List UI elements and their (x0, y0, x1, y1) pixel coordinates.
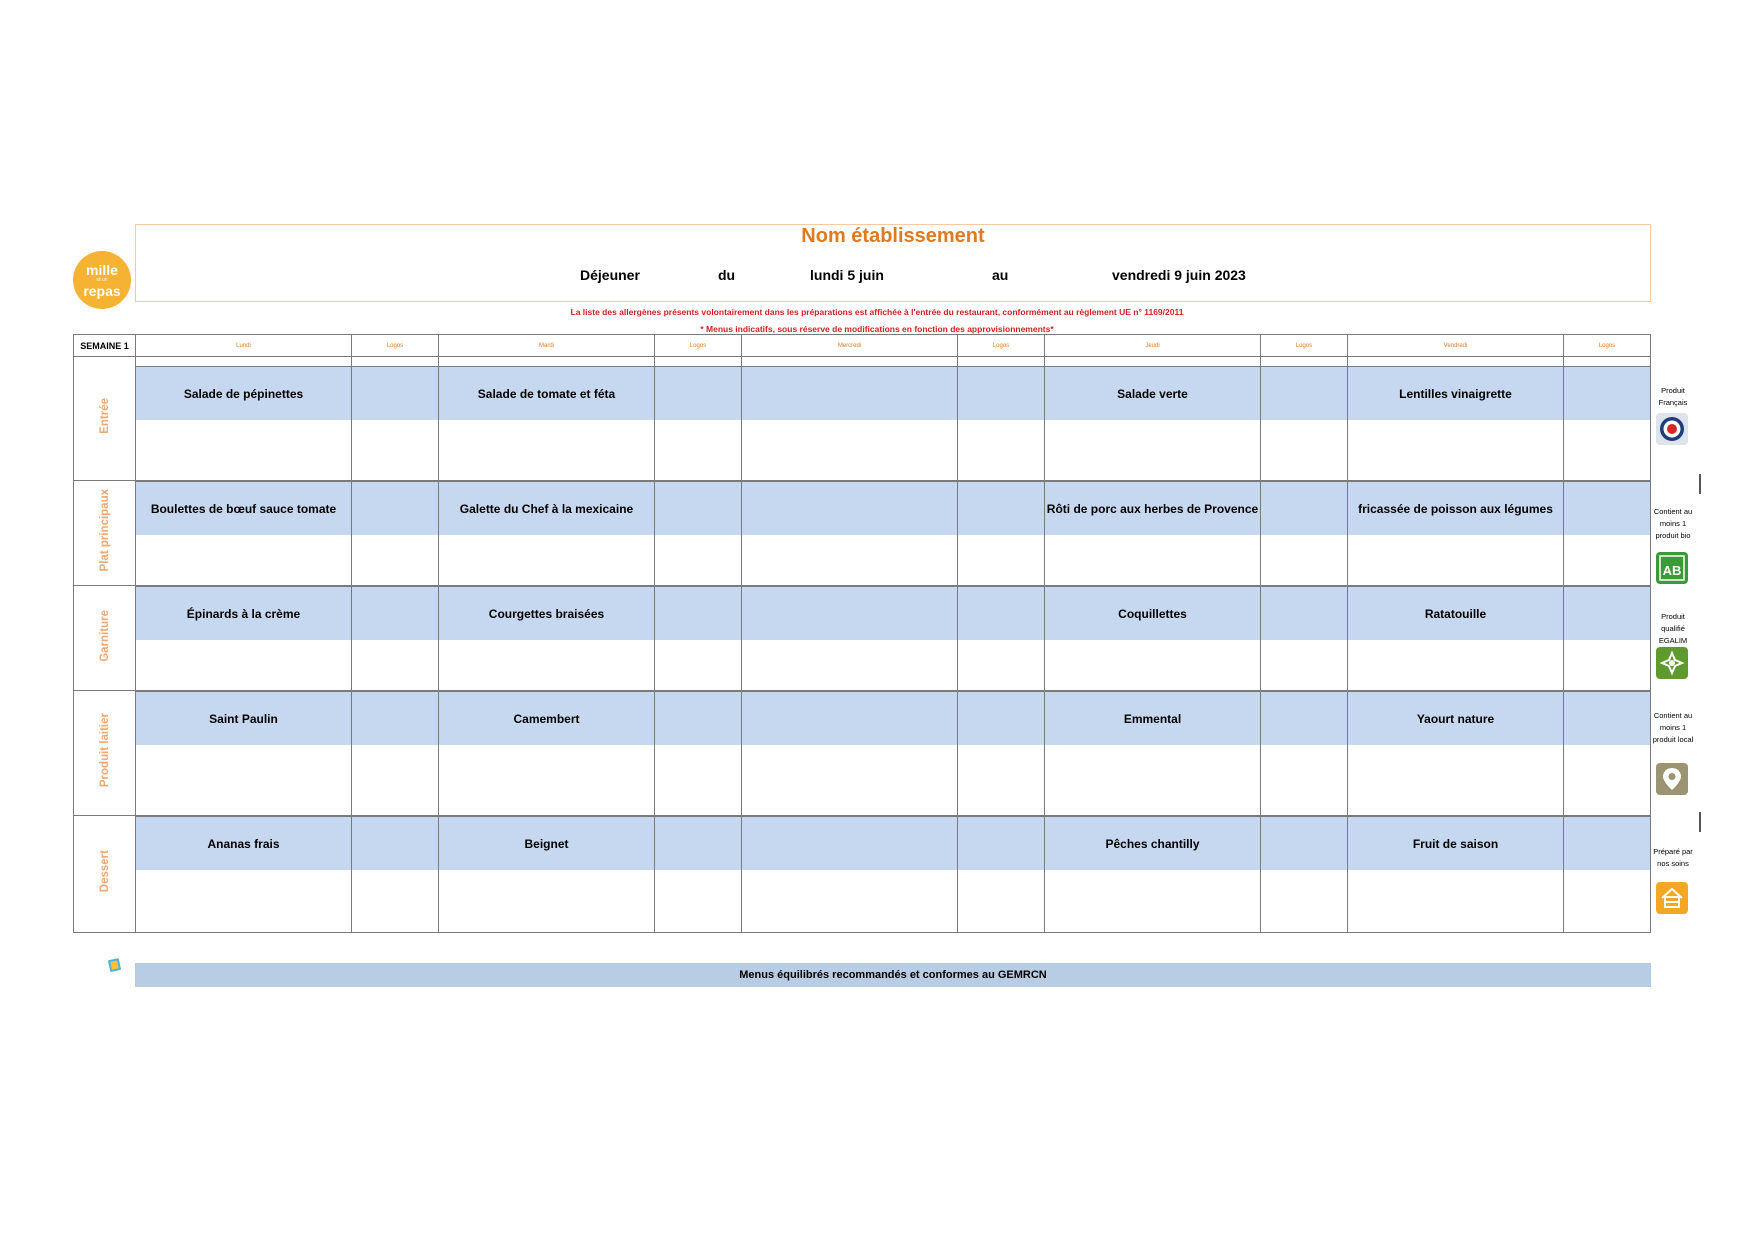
logos-band (1261, 816, 1347, 870)
dish-cell (439, 586, 655, 691)
end-date: vendredi 9 juin 2023 (1112, 267, 1246, 283)
logos-band (1564, 367, 1650, 420)
dish-name: Salade de pépinettes (136, 367, 351, 420)
dish-cell (742, 481, 958, 586)
logos-band (958, 586, 1044, 640)
allergen-note: La liste des allergènes présents volontairement dans les préparations est affichée à l'entrée du restaurant, conformément au règlement UE n° 1169/2011 (570, 307, 1184, 317)
logos-cell (655, 367, 742, 481)
dish-cell (1045, 816, 1261, 933)
dish-name: Courgettes braisées (439, 586, 654, 640)
logos-cell (1564, 586, 1651, 691)
logos-band (1564, 586, 1650, 640)
spacer-cell (1261, 357, 1348, 367)
logo-text-bottom: repas (83, 282, 121, 299)
logos-cell (352, 816, 439, 933)
logos-band (958, 691, 1044, 745)
spacer-cell (352, 357, 439, 367)
logos-cell (1261, 816, 1348, 933)
spacer-cell (1564, 357, 1651, 367)
spacer-cell (136, 357, 352, 367)
category-label: Dessert (98, 850, 111, 893)
gemrcn-footer: Menus équilibrés recommandés et conformes au GEMRCN (135, 963, 1651, 987)
dish-cell (742, 691, 958, 816)
dish-name: Galette du Chef à la mexicaine (439, 481, 654, 535)
logos-band (655, 481, 741, 535)
dish-name: Coquillettes (1045, 586, 1260, 640)
logos-band (1261, 586, 1347, 640)
day-header: Vendredi (1348, 335, 1564, 357)
start-date: lundi 5 juin (810, 267, 884, 283)
week-label: SEMAINE 1 (74, 335, 136, 357)
dish-cell (136, 816, 352, 933)
dish-cell (742, 367, 958, 481)
legend-label-french: Produit Français (1658, 386, 1688, 407)
dish-cell (439, 816, 655, 933)
logos-band (1261, 367, 1347, 420)
logos-header: Logos (1564, 335, 1651, 357)
category-label: Garniture (98, 609, 111, 662)
logos-cell (352, 691, 439, 816)
from-word: du (718, 267, 736, 283)
dish-name: Salade de tomate et féta (439, 367, 654, 420)
logos-band (352, 586, 438, 640)
dish-name: Lentilles vinaigrette (1348, 367, 1563, 420)
separator-mark (1699, 812, 1701, 832)
logos-band (1261, 691, 1347, 745)
french-product-icon (1656, 413, 1688, 445)
logos-cell (1564, 816, 1651, 933)
logos-cell (655, 691, 742, 816)
logos-cell (958, 481, 1045, 586)
organic-ab-icon (1656, 552, 1688, 584)
dish-cell (439, 691, 655, 816)
category-label: Plat principaux (98, 489, 111, 572)
dish-cell (1045, 586, 1261, 691)
logos-cell (958, 367, 1045, 481)
dish-name: Épinards à la crème (136, 586, 351, 640)
dish-name (742, 481, 957, 535)
spacer-cell (958, 357, 1045, 367)
dish-name: fricassée de poisson aux légumes (1348, 481, 1563, 535)
menu-row (74, 586, 1651, 691)
logos-cell (958, 586, 1045, 691)
logos-cell (1261, 481, 1348, 586)
svg-text:AB: AB (1662, 563, 1682, 578)
logos-band (655, 691, 741, 745)
logos-header: Logos (352, 335, 439, 357)
logos-cell (1564, 481, 1651, 586)
dish-name: Rôti de porc aux herbes de Provence (1045, 481, 1260, 535)
logo-text-middle: et un (96, 276, 108, 283)
logos-band (1564, 481, 1650, 535)
table-header-row (74, 335, 1651, 357)
dish-cell (1348, 816, 1564, 933)
dish-name: Pêches chantilly (1045, 816, 1260, 870)
legend-label-local: Contient au moins 1 produit local (1652, 711, 1694, 744)
logos-cell (958, 691, 1045, 816)
category-label: Produit laitier (98, 713, 111, 788)
legend-label-organic: Contient au moins 1 produit bio (1653, 507, 1693, 540)
dish-name: Yaourt nature (1348, 691, 1563, 745)
dish-cell (1348, 367, 1564, 481)
logos-band (1564, 691, 1650, 745)
logos-cell (958, 816, 1045, 933)
dish-cell (136, 586, 352, 691)
dish-name: Camembert (439, 691, 654, 745)
category-cell (74, 816, 136, 933)
legend-label-homemade: Préparé par nos soins (1653, 847, 1693, 868)
book-icon (107, 957, 121, 971)
spacer-cell (439, 357, 655, 367)
logos-header: Logos (1261, 335, 1348, 357)
logos-band (958, 367, 1044, 420)
logos-cell (655, 586, 742, 691)
logos-cell (1261, 586, 1348, 691)
day-header: Jeudi (1045, 335, 1261, 357)
dish-name (742, 816, 957, 870)
dish-name: Ratatouille (1348, 586, 1563, 640)
dish-name: Saint Paulin (136, 691, 351, 745)
dish-cell (1348, 691, 1564, 816)
logos-cell (1261, 691, 1348, 816)
dish-cell (1045, 367, 1261, 481)
logos-band (655, 816, 741, 870)
spacer-cell (1045, 357, 1261, 367)
logos-cell (1564, 691, 1651, 816)
menu-row (74, 367, 1651, 481)
logos-band (352, 367, 438, 420)
logos-cell (655, 816, 742, 933)
dish-cell (1348, 586, 1564, 691)
day-header: Mercredi (742, 335, 958, 357)
mille-repas-logo (73, 251, 131, 309)
spacer-cell (1348, 357, 1564, 367)
logo-text-top: mille (86, 261, 118, 278)
logos-band (1564, 816, 1650, 870)
category-cell (74, 357, 136, 481)
dish-name (742, 586, 957, 640)
logos-cell (352, 367, 439, 481)
category-cell (74, 481, 136, 586)
spacer-row (74, 357, 1651, 367)
dish-name: Emmental (1045, 691, 1260, 745)
logos-band (352, 481, 438, 535)
logos-cell (352, 586, 439, 691)
egalim-icon (1656, 647, 1688, 679)
logos-band (958, 816, 1044, 870)
logos-band (1261, 481, 1347, 535)
dish-cell (136, 481, 352, 586)
logos-cell (655, 481, 742, 586)
indicative-note: * Menus indicatifs, sous réserve de modifications en fonction des approvisionnements* (700, 324, 1054, 334)
dish-name: Boulettes de bœuf sauce tomate (136, 481, 351, 535)
to-word: au (992, 267, 1009, 283)
dish-name (742, 691, 957, 745)
logos-cell (352, 481, 439, 586)
menu-row (74, 481, 1651, 586)
dish-name: Salade verte (1045, 367, 1260, 420)
dish-name: Beignet (439, 816, 654, 870)
category-cell (74, 586, 136, 691)
logos-cell (1564, 367, 1651, 481)
spacer-cell (742, 357, 958, 367)
weekly-menu-table (73, 334, 1651, 933)
logos-band (958, 481, 1044, 535)
menu-row (74, 691, 1651, 816)
dish-cell (1045, 481, 1261, 586)
separator-mark (1699, 474, 1701, 494)
dish-name (742, 367, 957, 420)
dish-cell (1348, 481, 1564, 586)
logos-band (352, 816, 438, 870)
logos-band (352, 691, 438, 745)
legend-label-egalim: Produit qualifié EGALIM (1658, 612, 1688, 645)
home-made-icon (1656, 882, 1688, 914)
logos-header: Logos (655, 335, 742, 357)
dish-cell (1045, 691, 1261, 816)
spacer-cell (655, 357, 742, 367)
logos-band (655, 367, 741, 420)
category-label: Entrée (98, 398, 111, 434)
dish-cell (439, 481, 655, 586)
day-header: Lundi (136, 335, 352, 357)
dish-cell (742, 586, 958, 691)
dish-cell (136, 691, 352, 816)
day-header: Mardi (439, 335, 655, 357)
category-cell (74, 691, 136, 816)
dish-cell (136, 367, 352, 481)
local-pin-icon (1656, 763, 1688, 795)
meal-label: Déjeuner (580, 267, 640, 283)
dish-cell (439, 367, 655, 481)
logos-band (655, 586, 741, 640)
dish-name: Fruit de saison (1348, 816, 1563, 870)
menu-row (74, 816, 1651, 933)
logos-cell (1261, 367, 1348, 481)
establishment-name: Nom établissement (801, 225, 985, 247)
dish-name: Ananas frais (136, 816, 351, 870)
logos-header: Logos (958, 335, 1045, 357)
dish-cell (742, 816, 958, 933)
